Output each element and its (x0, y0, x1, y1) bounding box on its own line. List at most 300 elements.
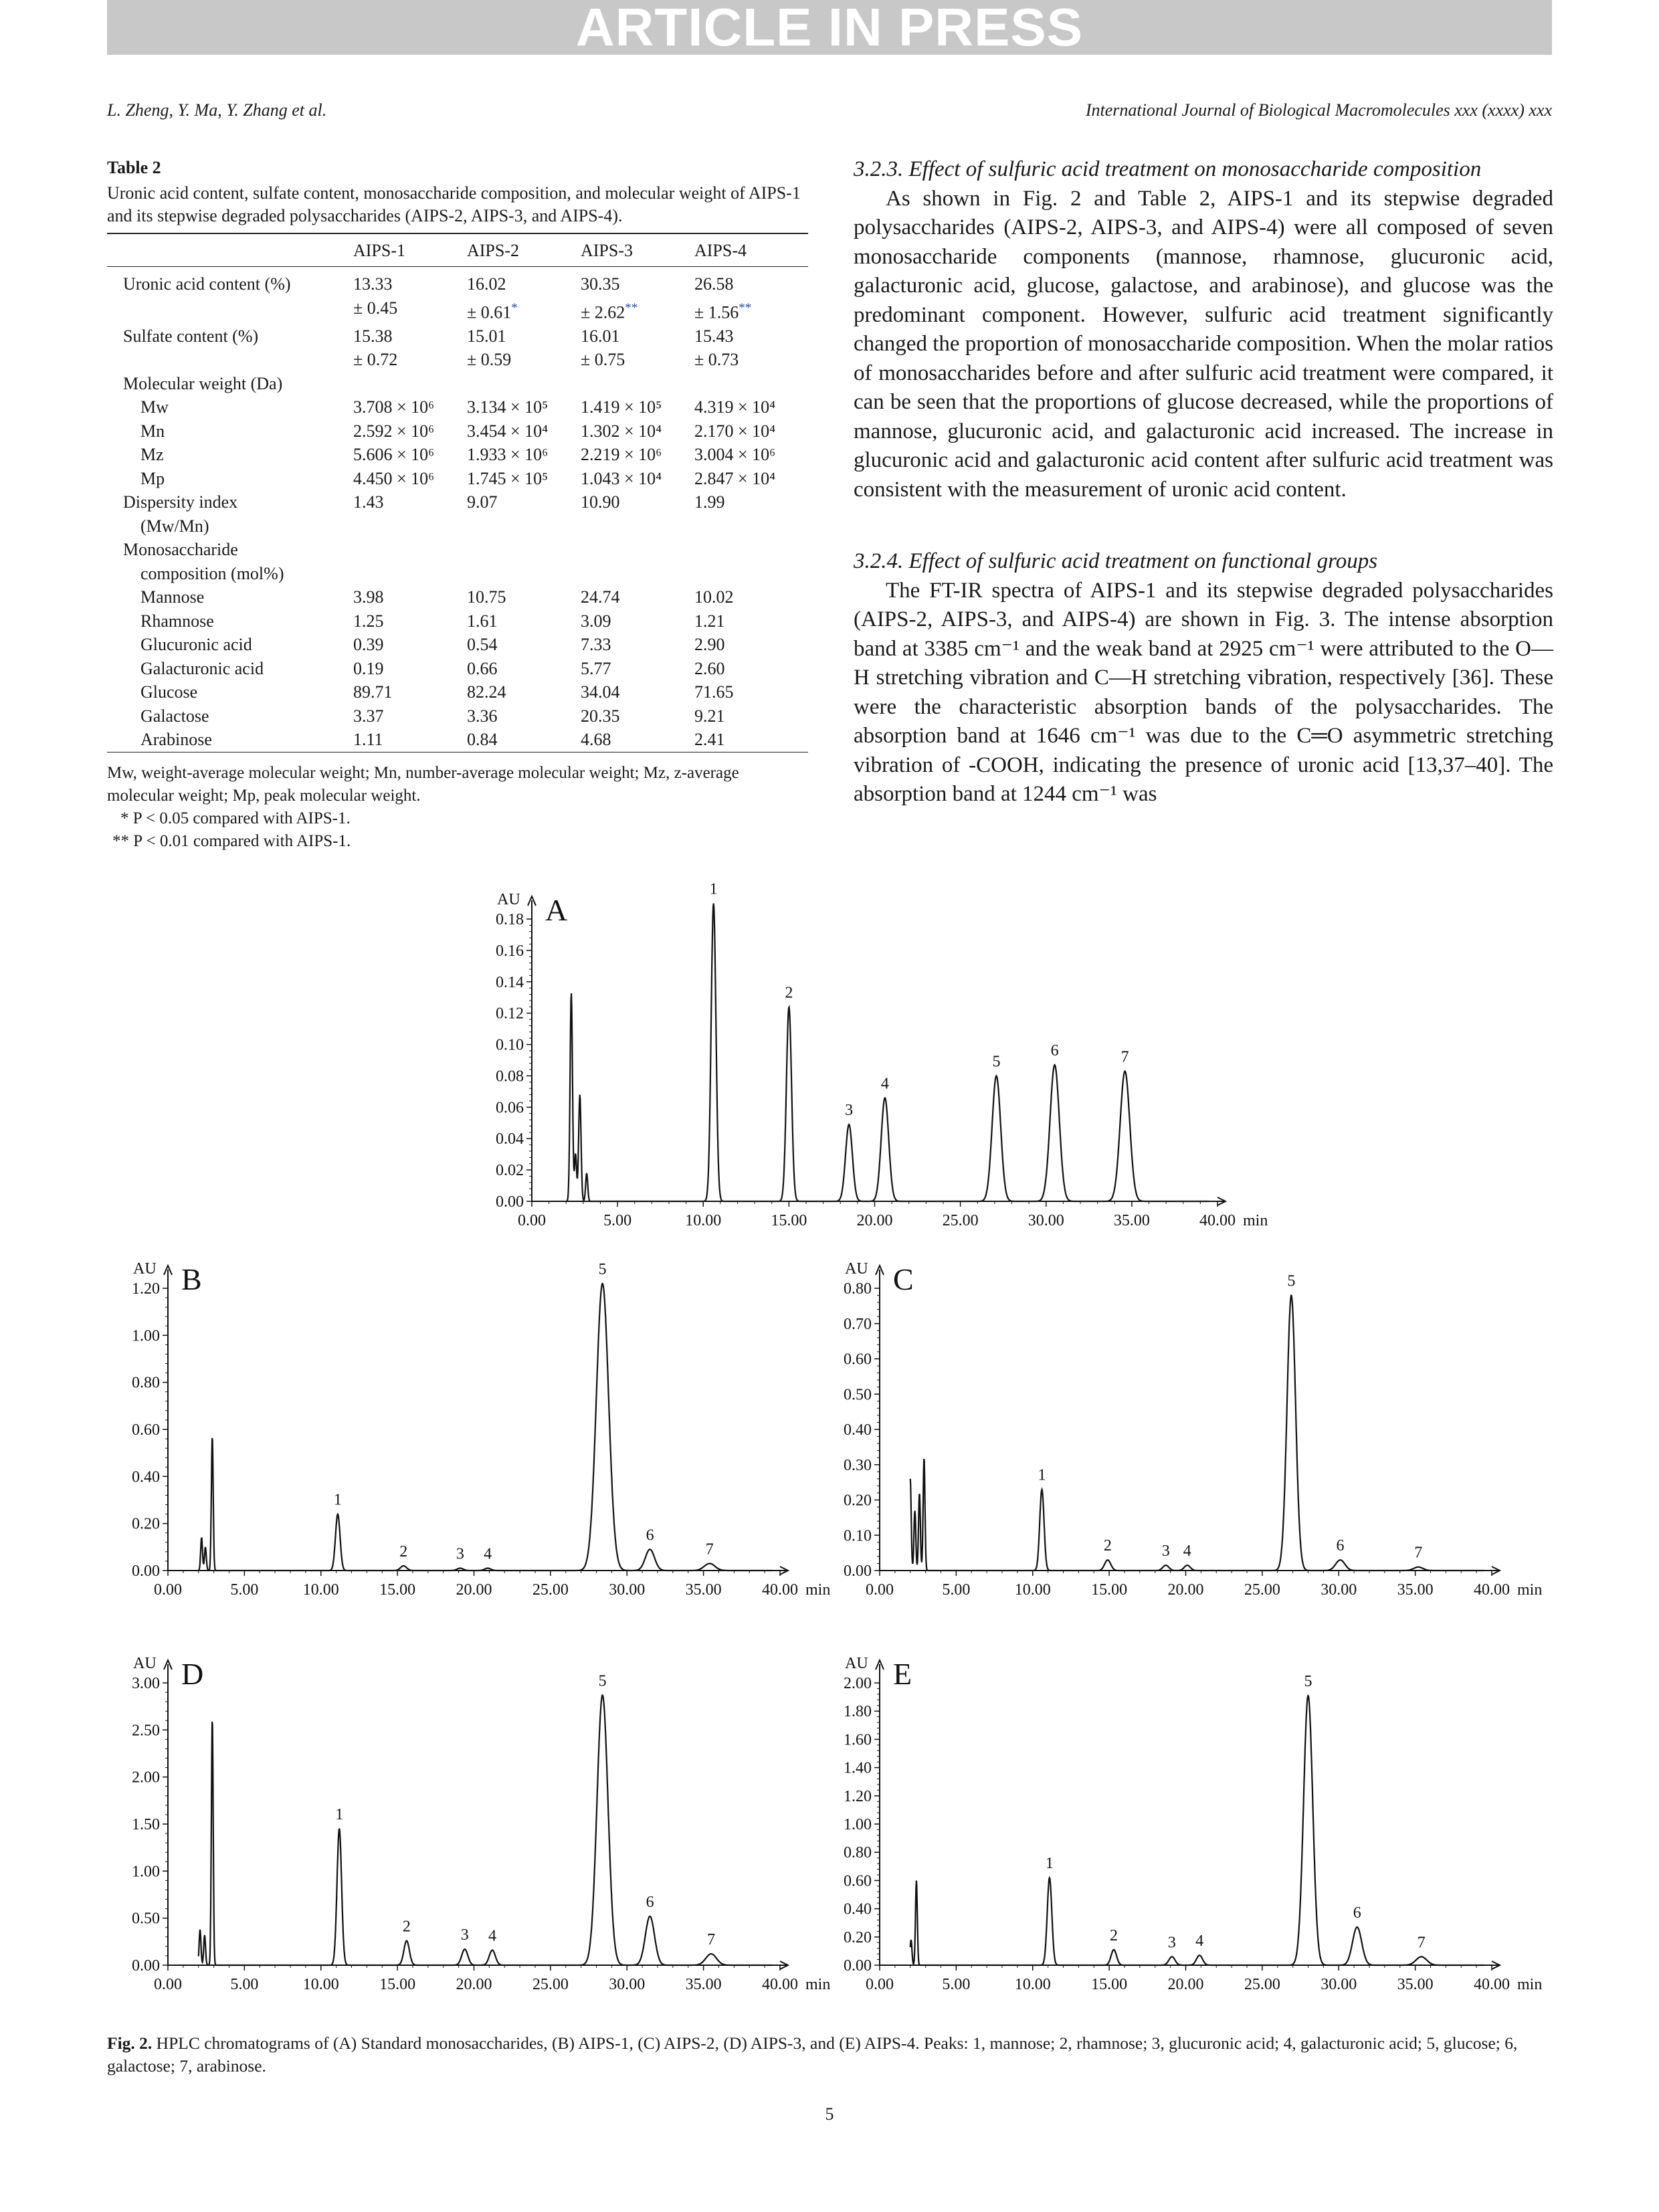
y-tick-label: 0.00 (132, 1563, 160, 1580)
y-tick-label: 0.50 (132, 1910, 160, 1928)
y-unit-label: AU (133, 1655, 157, 1672)
chromatogram-b (118, 1251, 831, 1615)
table-cell-value: 15.43 (694, 326, 734, 346)
table-cell (581, 419, 694, 443)
chromatogram-c (830, 1251, 1543, 1615)
table-row (107, 395, 808, 419)
peak-label: 1 (335, 1806, 344, 1824)
table-cell-value: 3.98 (353, 587, 384, 607)
table-cell-value: 20.35 (581, 706, 620, 726)
table-cell (353, 296, 467, 324)
peak-label: 6 (1050, 1042, 1059, 1060)
y-tick-label: 0.08 (496, 1068, 524, 1086)
x-unit-label: min (805, 1976, 831, 1993)
table-cell (581, 324, 694, 348)
page-number: 5 (825, 2104, 834, 2124)
x-tick-label: 20.00 (456, 1581, 492, 1599)
table-label: Table 2 (107, 158, 161, 177)
table-cell (694, 538, 808, 562)
table-cell (467, 267, 581, 296)
table-cell (581, 490, 694, 514)
x-tick-label: 30.00 (1321, 1976, 1357, 1993)
table-cell-value: 1.61 (467, 611, 498, 631)
table-cell (581, 395, 694, 419)
table-cell (581, 538, 694, 562)
table-cell (467, 562, 581, 586)
table-cell-value: 0.19 (353, 658, 384, 678)
table-row-label: Mannose (140, 587, 205, 607)
table-row (107, 419, 808, 443)
y-tick-label: 0.00 (844, 1563, 872, 1580)
peak-label: 6 (1353, 1904, 1361, 1922)
table-row-label: Glucose (140, 682, 198, 702)
x-tick-label: 40.00 (762, 1976, 798, 1993)
table-cell (467, 296, 581, 324)
y-tick-label: 0.10 (496, 1036, 524, 1054)
table-cell (353, 419, 467, 443)
table-cell-value: ± 0.59 (467, 350, 512, 370)
peak-label: 6 (646, 1526, 654, 1544)
table-cell-value: 71.65 (694, 682, 734, 702)
chromatogram-svg (118, 1251, 831, 1612)
y-tick-label: 0.00 (844, 1957, 872, 1975)
table-row-label: Sulfate content (%) (123, 326, 259, 346)
table-row (107, 657, 808, 681)
table-row (107, 633, 808, 657)
table-cell-value: 2.41 (694, 730, 725, 750)
table-cell (581, 296, 694, 324)
peak-label: 4 (880, 1075, 889, 1093)
section-3-2-3-paragraph: As shown in Fig. 2 and Table 2, AIPS-1 and its stepwise degraded polysaccharides (AIPS-2, AIPS-3, and AIPS-4) were all composed of seven monosaccharide components (mannose, rhamnose, glucuronic acid, galacturonic acid, glucose, galactose, and arabinose), and glucose was the predominant component. However, sulfuric acid treatment significantly changed the proportion of monosaccharide composition. When the molar ratios of monosaccharides before and after sulfuric acid treatment were compared, it can be seen that the proportions of glucose decreased, while the proportions of mannose, glucuronic acid, and galacturonic acid increased. The increase in glucuronic acid and galacturonic acid content after sulfuric acid treatment was consistent with the measurement of uronic acid content. (854, 186, 1553, 502)
table-cell (581, 657, 694, 681)
y-unit-label: AU (497, 891, 520, 908)
y-tick-label: 0.80 (844, 1844, 872, 1862)
y-unit-label: AU (845, 1260, 868, 1278)
table-cell (467, 443, 581, 467)
x-tick-label: 10.00 (685, 1212, 722, 1229)
x-tick-label: 40.00 (762, 1581, 798, 1599)
table-cell (353, 562, 467, 586)
peak-label: 1 (333, 1491, 342, 1509)
table-cell-value: 0.84 (467, 730, 498, 750)
peak-label: 7 (705, 1540, 714, 1559)
article-in-press-banner: ARTICLE IN PRESS (107, 0, 1552, 55)
table-cell-value: 5.606 × 10⁶ (353, 445, 435, 465)
peak-label: 2 (785, 984, 793, 1002)
table-cell-value: 34.04 (581, 682, 620, 702)
table-row-label: Dispersity index (123, 492, 238, 512)
section-3-2-4-title: 3.2.4. Effect of sulfuric acid treatment on functional groups (854, 549, 1378, 573)
x-tick-label: 30.00 (609, 1976, 646, 1993)
x-tick-label: 5.00 (942, 1581, 971, 1599)
x-tick-label: 25.00 (532, 1581, 569, 1599)
table-cell (694, 467, 808, 491)
peak-label: 3 (456, 1545, 464, 1563)
table-cell-value: 1.043 × 10⁴ (581, 468, 662, 488)
x-tick-label: 40.00 (1474, 1976, 1510, 1993)
table-cell (353, 728, 467, 752)
table-cell (581, 633, 694, 657)
y-tick-label: 0.80 (132, 1374, 160, 1392)
table-cell-value: 9.21 (694, 706, 725, 726)
table-header-row (107, 233, 808, 267)
peak-label: 4 (1183, 1542, 1191, 1561)
y-tick-label: 1.50 (132, 1816, 160, 1833)
table-cell-value: 30.35 (581, 274, 620, 294)
table-cell-value: 1.419 × 10⁵ (581, 397, 662, 417)
y-tick-label: 1.20 (132, 1280, 160, 1298)
table-cell (353, 395, 467, 419)
table-row (107, 467, 808, 491)
table-cell (353, 609, 467, 633)
y-tick-label: 0.40 (132, 1468, 160, 1486)
y-tick-label: 0.00 (496, 1193, 524, 1211)
table-cell-value: ± 0.75 (581, 350, 625, 370)
section-3-2-4-paragraph: The FT-IR spectra of AIPS-1 and its stepwise degraded polysaccharides (AIPS-2, AIPS-3, and AIPS-4) are shown in Fig. 3. The intense absorption band at 3385 cm⁻¹ and the weak band at 2925 cm⁻¹ were attributed to the O—H stretching vibration and C—H stretching vibration, respectively [36]. These were the characteristic absorption bands of the polysaccharides. The absorption band at 1646 cm⁻¹ was due to the C═O asymmetric stretching vibration of -COOH, indicating the presence of uronic acid [13,37–40]. The absorption band at 1244 cm⁻¹ was (854, 578, 1553, 806)
table-cell-value: 0.39 (353, 635, 384, 655)
table-row (107, 348, 808, 372)
y-tick-label: 0.18 (496, 911, 524, 928)
table-cell-value: 15.01 (467, 326, 506, 346)
table-cell (353, 467, 467, 491)
y-tick-label: 1.80 (844, 1703, 872, 1721)
y-tick-label: 3.00 (132, 1675, 160, 1692)
table-cell-value: 1.11 (353, 730, 383, 750)
table-cell (694, 372, 808, 396)
table-col-header (107, 233, 353, 267)
y-tick-label: 0.16 (496, 942, 524, 960)
table-cell (694, 395, 808, 419)
table-cell (694, 324, 808, 348)
table-cell-value: 2.847 × 10⁴ (694, 468, 776, 488)
peak-label: 2 (402, 1918, 411, 1936)
figure-caption (107, 2032, 1552, 2078)
panel-label: C (893, 1262, 914, 1296)
y-tick-label: 0.10 (844, 1527, 872, 1545)
table-row-label: Mp (140, 468, 165, 488)
x-unit-label: min (1517, 1581, 1543, 1599)
x-tick-label: 25.00 (532, 1976, 569, 1993)
table-cell-value: 3.37 (353, 706, 384, 726)
table-cell (467, 372, 581, 396)
table-cell-value: 3.09 (581, 611, 611, 631)
peak-label: 3 (845, 1102, 854, 1120)
y-tick-label: 1.00 (132, 1863, 160, 1881)
table-row-label: Uronic acid content (%) (123, 274, 291, 294)
y-tick-label: 0.02 (496, 1162, 524, 1180)
table-col-header: AIPS-4 (694, 241, 747, 260)
chromatogram-a (482, 880, 1268, 1246)
table-cell (581, 443, 694, 467)
significance-star: ** (625, 300, 638, 315)
table-cell (694, 267, 808, 296)
section-3-2-3-title: 3.2.3. Effect of sulfuric acid treatment on monosaccharide composition (854, 157, 1482, 181)
x-tick-label: 35.00 (685, 1976, 722, 1993)
table-cell (581, 728, 694, 752)
table-row-label: Mw (140, 397, 169, 417)
table-cell (581, 680, 694, 704)
x-tick-label: 25.00 (1244, 1581, 1280, 1599)
table-row (107, 562, 808, 586)
table-cell-value: 1.302 × 10⁴ (581, 421, 662, 441)
x-tick-label: 0.00 (866, 1976, 894, 1993)
table-row-label: composition (mol%) (140, 563, 284, 583)
table-cell-value: ± 0.61 (467, 302, 512, 322)
table-cell (467, 348, 581, 372)
peak-label: 3 (1161, 1542, 1170, 1561)
table-cell-value: 3.36 (467, 706, 498, 726)
table-row (107, 267, 808, 296)
table-cell (581, 514, 694, 538)
y-tick-label: 0.20 (844, 1492, 872, 1510)
table-cell (694, 585, 808, 609)
table-cell (467, 324, 581, 348)
peak-label: 7 (1417, 1934, 1426, 1952)
table-note-abbrev: Mw, weight-average molecular weight; Mn, number-average molecular weight; Mz, z-average molecular weight; Mp, peak molecular weight. (107, 763, 739, 805)
peak-label: 5 (598, 1672, 607, 1690)
peak-label: 4 (1195, 1932, 1204, 1950)
table-cell-value: 1.745 × 10⁵ (467, 468, 549, 488)
y-unit-label: AU (845, 1655, 868, 1672)
table-cell (694, 296, 808, 324)
chromatogram-svg (830, 1251, 1543, 1612)
table-cell (581, 704, 694, 728)
table-notes (107, 762, 808, 853)
x-tick-label: 35.00 (685, 1581, 722, 1599)
chromatogram-d (118, 1645, 831, 2010)
table-row (107, 443, 808, 467)
table-row (107, 514, 808, 538)
x-tick-label: 20.00 (856, 1212, 893, 1229)
table-row-label: Galacturonic acid (140, 658, 264, 678)
table-col-header: AIPS-3 (581, 241, 633, 260)
table-cell (353, 514, 467, 538)
table-cell (467, 657, 581, 681)
y-tick-label: 0.12 (496, 1005, 524, 1023)
y-tick-label: 2.00 (844, 1675, 872, 1692)
table-note-p005: * P < 0.05 compared with AIPS-1. (120, 809, 351, 827)
table-cell (694, 443, 808, 467)
table-note-p001: ** P < 0.01 compared with AIPS-1. (112, 831, 351, 850)
table-row (107, 585, 808, 609)
table-cell (694, 490, 808, 514)
y-tick-label: 2.50 (132, 1722, 160, 1740)
panel-label: E (893, 1657, 912, 1691)
x-tick-label: 15.00 (379, 1581, 416, 1599)
y-tick-label: 0.80 (844, 1280, 872, 1298)
peak-label: 5 (992, 1053, 1001, 1071)
peak-label: 1 (1038, 1466, 1046, 1484)
x-tick-label: 35.00 (1113, 1212, 1150, 1229)
y-tick-label: 0.06 (496, 1099, 524, 1117)
peak-label: 3 (460, 1926, 469, 1944)
x-unit-label: min (1517, 1976, 1543, 1993)
peak-label: 1 (1045, 1855, 1054, 1873)
table-cell (694, 704, 808, 728)
panel-label: B (181, 1262, 202, 1296)
x-tick-label: 15.00 (1091, 1976, 1128, 1993)
table-cell (467, 704, 581, 728)
x-tick-label: 5.00 (942, 1976, 971, 1993)
table-cell-value: 24.74 (581, 587, 620, 607)
x-tick-label: 0.00 (154, 1581, 182, 1599)
chromatogram-svg (482, 880, 1268, 1243)
table-cell (353, 704, 467, 728)
y-tick-label: 0.04 (496, 1130, 524, 1148)
x-tick-label: 20.00 (1167, 1976, 1204, 1993)
y-tick-label: 1.20 (844, 1787, 872, 1805)
x-tick-label: 40.00 (1199, 1212, 1236, 1229)
table-row-label: Galactose (140, 706, 209, 726)
panel-label: A (545, 893, 568, 927)
table-cell (467, 680, 581, 704)
running-head-authors: L. Zheng, Y. Ma, Y. Zhang et al. (107, 100, 327, 120)
x-tick-label: 25.00 (942, 1212, 979, 1229)
x-unit-label: min (1243, 1212, 1268, 1229)
table-cell (467, 609, 581, 633)
table-cell-value: 26.58 (694, 274, 734, 294)
y-tick-label: 0.20 (132, 1515, 160, 1533)
table-cell-value: 1.25 (353, 611, 384, 631)
x-tick-label: 15.00 (771, 1212, 807, 1229)
table-row (107, 680, 808, 704)
y-tick-label: 0.30 (844, 1456, 872, 1474)
table-cell-value: 89.71 (353, 682, 393, 702)
x-tick-label: 10.00 (1014, 1976, 1051, 1993)
table-cell-value: ± 0.45 (353, 298, 398, 318)
table-cell-value: 0.54 (467, 635, 498, 655)
table-cell (353, 633, 467, 657)
y-tick-label: 1.40 (844, 1759, 872, 1777)
chromatogram-trace (199, 1695, 773, 1965)
table-cell (581, 585, 694, 609)
table-cell-value: 4.68 (581, 730, 611, 750)
peak-label: 4 (484, 1545, 492, 1563)
peak-label: 6 (646, 1893, 654, 1911)
y-tick-label: 2.00 (132, 1769, 160, 1787)
table-row-label: Mz (140, 445, 164, 465)
x-tick-label: 0.00 (866, 1581, 894, 1599)
chromatogram-trace (199, 1284, 773, 1571)
table-row-label (107, 296, 353, 324)
peak-label: 2 (399, 1542, 408, 1561)
table-cell (353, 443, 467, 467)
table-cell (353, 680, 467, 704)
x-tick-label: 0.00 (154, 1976, 182, 1993)
peak-label: 5 (598, 1260, 607, 1278)
y-tick-label: 0.50 (844, 1386, 872, 1404)
table-cell (694, 348, 808, 372)
table-cell-value: ± 2.62 (581, 302, 625, 322)
y-tick-label: 0.60 (844, 1350, 872, 1369)
table-row (107, 296, 808, 324)
table-cell (353, 538, 467, 562)
table-cell (694, 680, 808, 704)
x-tick-label: 20.00 (456, 1976, 492, 1993)
peak-label: 7 (1414, 1544, 1423, 1562)
table-cell-value: 82.24 (467, 682, 506, 702)
table-cell-value: ± 1.56 (694, 302, 739, 322)
chromatogram-svg (118, 1645, 831, 2007)
x-tick-label: 15.00 (1091, 1581, 1128, 1599)
peak-label: 6 (1336, 1537, 1345, 1555)
table-cell-value: 10.90 (581, 492, 620, 512)
table-cell-value: 7.33 (581, 635, 611, 655)
table-cell (467, 585, 581, 609)
x-tick-label: 5.00 (230, 1581, 259, 1599)
table-cell (467, 490, 581, 514)
table-cell-value: 4.319 × 10⁴ (694, 397, 776, 417)
table-cell (694, 562, 808, 586)
table-cell-value: 2.219 × 10⁶ (581, 445, 662, 465)
table-row (107, 372, 808, 396)
chromatogram-trace (566, 904, 1209, 1201)
table-cell (581, 348, 694, 372)
table-cell-value: 16.02 (467, 274, 506, 294)
x-tick-label: 40.00 (1474, 1581, 1510, 1599)
peak-label: 2 (1109, 1926, 1118, 1944)
chromatogram-e (830, 1645, 1543, 2010)
table-cell (581, 467, 694, 491)
table-row-label: Mn (140, 421, 165, 441)
table-cell (694, 514, 808, 538)
table-cell-value: 1.99 (694, 492, 725, 512)
table-cell-value: 4.450 × 10⁶ (353, 468, 435, 488)
chromatogram-trace (910, 1696, 1484, 1965)
x-tick-label: 10.00 (302, 1581, 339, 1599)
table-cell (581, 562, 694, 586)
table-row-label: Monosaccharide (123, 540, 238, 560)
table-cell (581, 267, 694, 296)
table-col-header: AIPS-2 (467, 241, 520, 260)
table-cell (694, 633, 808, 657)
table-cell (353, 348, 467, 372)
chromatogram-svg (830, 1645, 1543, 2007)
y-tick-label: 1.60 (844, 1731, 872, 1749)
table-row-label: Arabinose (140, 730, 212, 750)
panel-label: D (181, 1657, 204, 1691)
table-cell-value: ± 0.72 (353, 350, 398, 370)
table-cell (467, 538, 581, 562)
y-tick-label: 0.00 (132, 1957, 160, 1975)
table-cell (694, 419, 808, 443)
table-cell (694, 728, 808, 752)
figure-caption-label: Fig. 2. (107, 2033, 153, 2053)
significance-star: * (511, 300, 518, 315)
x-tick-label: 30.00 (609, 1581, 646, 1599)
y-tick-label: 0.40 (844, 1421, 872, 1439)
table-row (107, 609, 808, 633)
table-cell (467, 728, 581, 752)
y-tick-label: 0.60 (132, 1421, 160, 1439)
peak-label: 1 (709, 880, 718, 898)
table-cell-value: 1.21 (694, 611, 725, 631)
y-tick-label: 0.14 (496, 973, 524, 991)
table-cell (353, 372, 467, 396)
chromatogram-trace (910, 1296, 1484, 1571)
table-cell-value: 10.02 (694, 587, 734, 607)
table-cell-value: 10.75 (467, 587, 506, 607)
table-cell-value: 2.170 × 10⁴ (694, 421, 776, 441)
table-cell (694, 609, 808, 633)
table-row-label: Rhamnose (140, 611, 214, 631)
table-col-header: AIPS-1 (353, 241, 406, 260)
table-cell (353, 324, 467, 348)
peak-label: 3 (1167, 1934, 1176, 1952)
table-cell (353, 267, 467, 296)
table-row (107, 704, 808, 728)
table-cell-value: 1.43 (353, 492, 384, 512)
